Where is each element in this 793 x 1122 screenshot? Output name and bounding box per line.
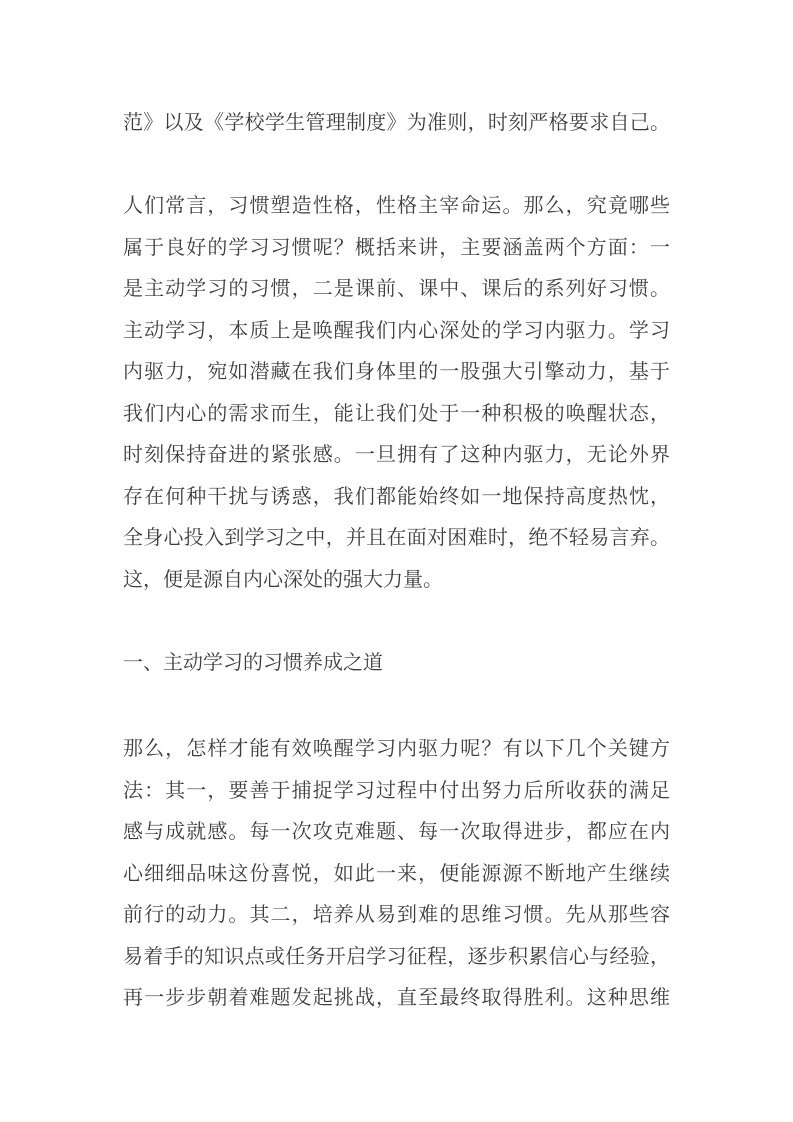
text-line: 我们内心的需求而生，能让我们处于一种积极的唤醒状态， xyxy=(123,402,670,425)
text-line: 这，便是源自内心深处的强大力量。 xyxy=(123,568,443,591)
text-line: 再一步步朝着难题发起挑战，直至最终取得胜利。这种思维 xyxy=(123,987,670,1009)
text-line: 内驱力，宛如潜藏在我们身体里的一股强大引擎动力，基于 xyxy=(123,361,670,383)
text-line: 存在何种干扰与诱惑，我们都能始终如一地保持高度热忱， xyxy=(123,485,670,508)
text-line: 范》以及《学校学生管理制度》为准则，时刻严格要求自己。 xyxy=(123,112,670,134)
paragraph-habits-intro xyxy=(123,186,670,601)
text-line: 属于良好的学习习惯呢？概括来讲，主要涵盖两个方面：一 xyxy=(123,236,670,259)
text-line: 前行的动力。其二，培养从易到难的思维习惯。先从那些容 xyxy=(123,904,670,926)
text-line: 一、主动学习的习惯养成之道 xyxy=(123,651,383,674)
text-line: 那么，怎样才能有效唤醒学习内驱力呢？有以下几个关键方 xyxy=(123,738,670,760)
paragraph-continuation xyxy=(123,103,670,145)
text-line: 心细细品味这份喜悦，如此一来，便能源源不断地产生继续 xyxy=(123,862,670,885)
text-line: 易着手的知识点或任务开启学习征程，逐步积累信心与经验， xyxy=(123,945,670,968)
text-line: 法：其一，要善于捕捉学习过程中付出努力后所收获的满足 xyxy=(123,779,670,802)
text-line: 全身心投入到学习之中，并且在面对困难时，绝不轻易言弃。 xyxy=(123,527,670,549)
text-line: 人们常言，习惯塑造性格，性格主宰命运。那么，究竟哪些 xyxy=(123,195,670,217)
text-line: 主动学习，本质上是唤醒我们内心深处的学习内驱力。学习 xyxy=(123,319,670,342)
paragraph-methods xyxy=(123,729,670,1020)
section-heading-active-learning xyxy=(123,643,670,685)
text-line: 时刻保持奋进的紧张感。一旦拥有了这种内驱力，无论外界 xyxy=(123,444,670,466)
text-line: 是主动学习的习惯，二是课前、课中、课后的系列好习惯。 xyxy=(123,278,670,300)
text-line: 感与成就感。每一次攻克难题、每一次取得进步，都应在内 xyxy=(123,821,670,843)
